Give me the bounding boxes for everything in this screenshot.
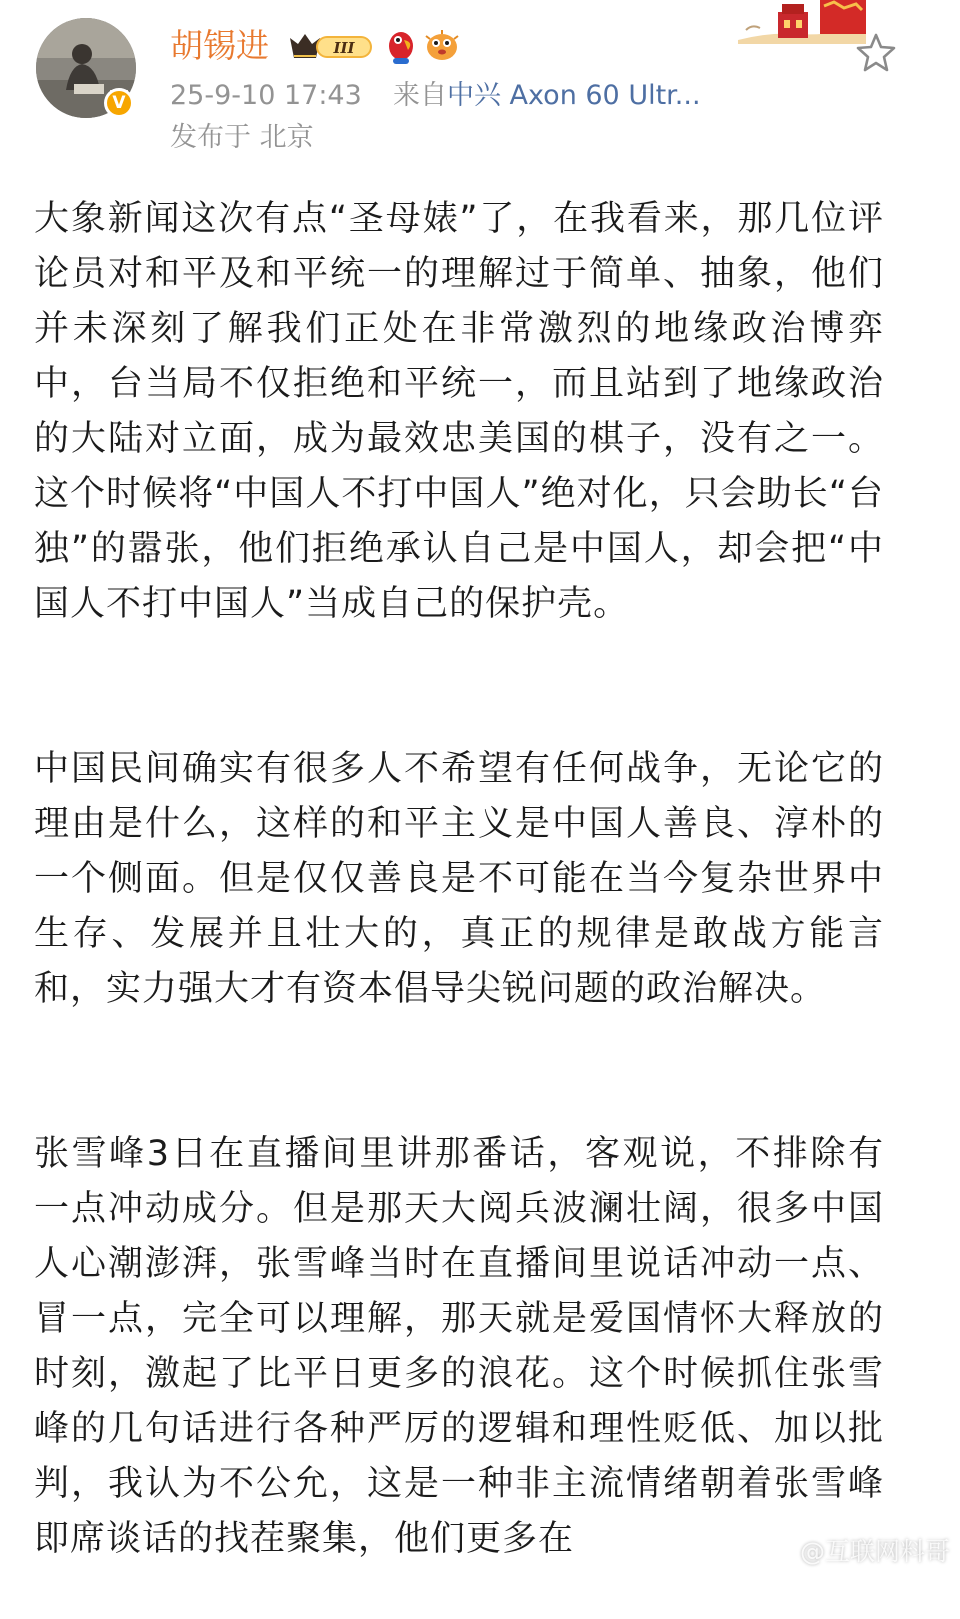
post-location bbox=[170, 120, 314, 156]
post-body bbox=[34, 192, 884, 1567]
post-timestamp[interactable]: 25-9-10 17:43 bbox=[170, 80, 362, 111]
author-name[interactable]: 胡锡进 bbox=[170, 26, 269, 65]
vip-level-text: III bbox=[333, 39, 355, 57]
pufferfish-emoji-icon bbox=[422, 28, 462, 64]
great-wall-decoration-icon bbox=[738, 0, 866, 44]
post-paragraph: 中国民间确实有很多人不希望有任何战争，无论它的理由是什么，这样的和平主义是中国人善良、淳朴的一个侧面。但是仅仅善良是不可能在当今复杂世界中生存、发展并且壮大的，真正的规律是敢战方能言和，实力强大才有资本倡导尖锐问题的政治解决。 bbox=[34, 749, 884, 1009]
vip-level-badge-icon[interactable] bbox=[286, 28, 378, 64]
location-value: 北京 bbox=[259, 122, 314, 153]
post-paragraph: 大象新闻这次有点“圣母婊”了，在我看来，那几位评论员对和平及和平统一的理解过于简单、抽象，他们并未深刻了解我们正处在非常激烈的地缘政治博弈中，台当局不仅拒绝和平统一，而且站到了地缘政治的大陆对立面，成为最效忠美国的棋子，没有之一。这个时候将“中国人不打中国人”绝对化，只会助长“台独”的嚣张，他们拒绝承认自己是中国人，却会把“中国人不打中国人”当成自己的保护壳。 bbox=[34, 199, 884, 624]
parrot-emoji-icon bbox=[384, 26, 418, 66]
source-prefix: 来自 bbox=[392, 80, 447, 111]
post-paragraph: 张雪峰3日在直播间里讲那番话，客观说，不排除有一点冲动成分。但是那天大阅兵波澜壮阔，很多中国人心潮澎湃，张雪峰当时在直播间里说话冲动一点、冒一点，完全可以理解，那天就是爱国情怀大释放的时刻，激起了比平日更多的浪花。这个时候抓住张雪峰的几句话进行各种严厉的逻辑和理性贬低、加以批判，我认为不公允，这是一种非主流情绪朝着张雪峰即席谈话的找茬聚集，他们更多在 bbox=[34, 1134, 884, 1559]
location-prefix: 发布于 bbox=[170, 122, 251, 153]
watermark-text: @互联网料哥 bbox=[800, 1537, 951, 1566]
post-meta bbox=[170, 78, 701, 114]
watermark bbox=[770, 1530, 950, 1574]
favorite-star-icon[interactable] bbox=[856, 32, 896, 72]
verified-badge: V bbox=[104, 88, 134, 118]
weibo-logo-icon bbox=[770, 1542, 796, 1564]
post-header bbox=[0, 0, 960, 180]
source-device-link[interactable]: 中兴 Axon 60 Ultr... bbox=[446, 80, 701, 111]
